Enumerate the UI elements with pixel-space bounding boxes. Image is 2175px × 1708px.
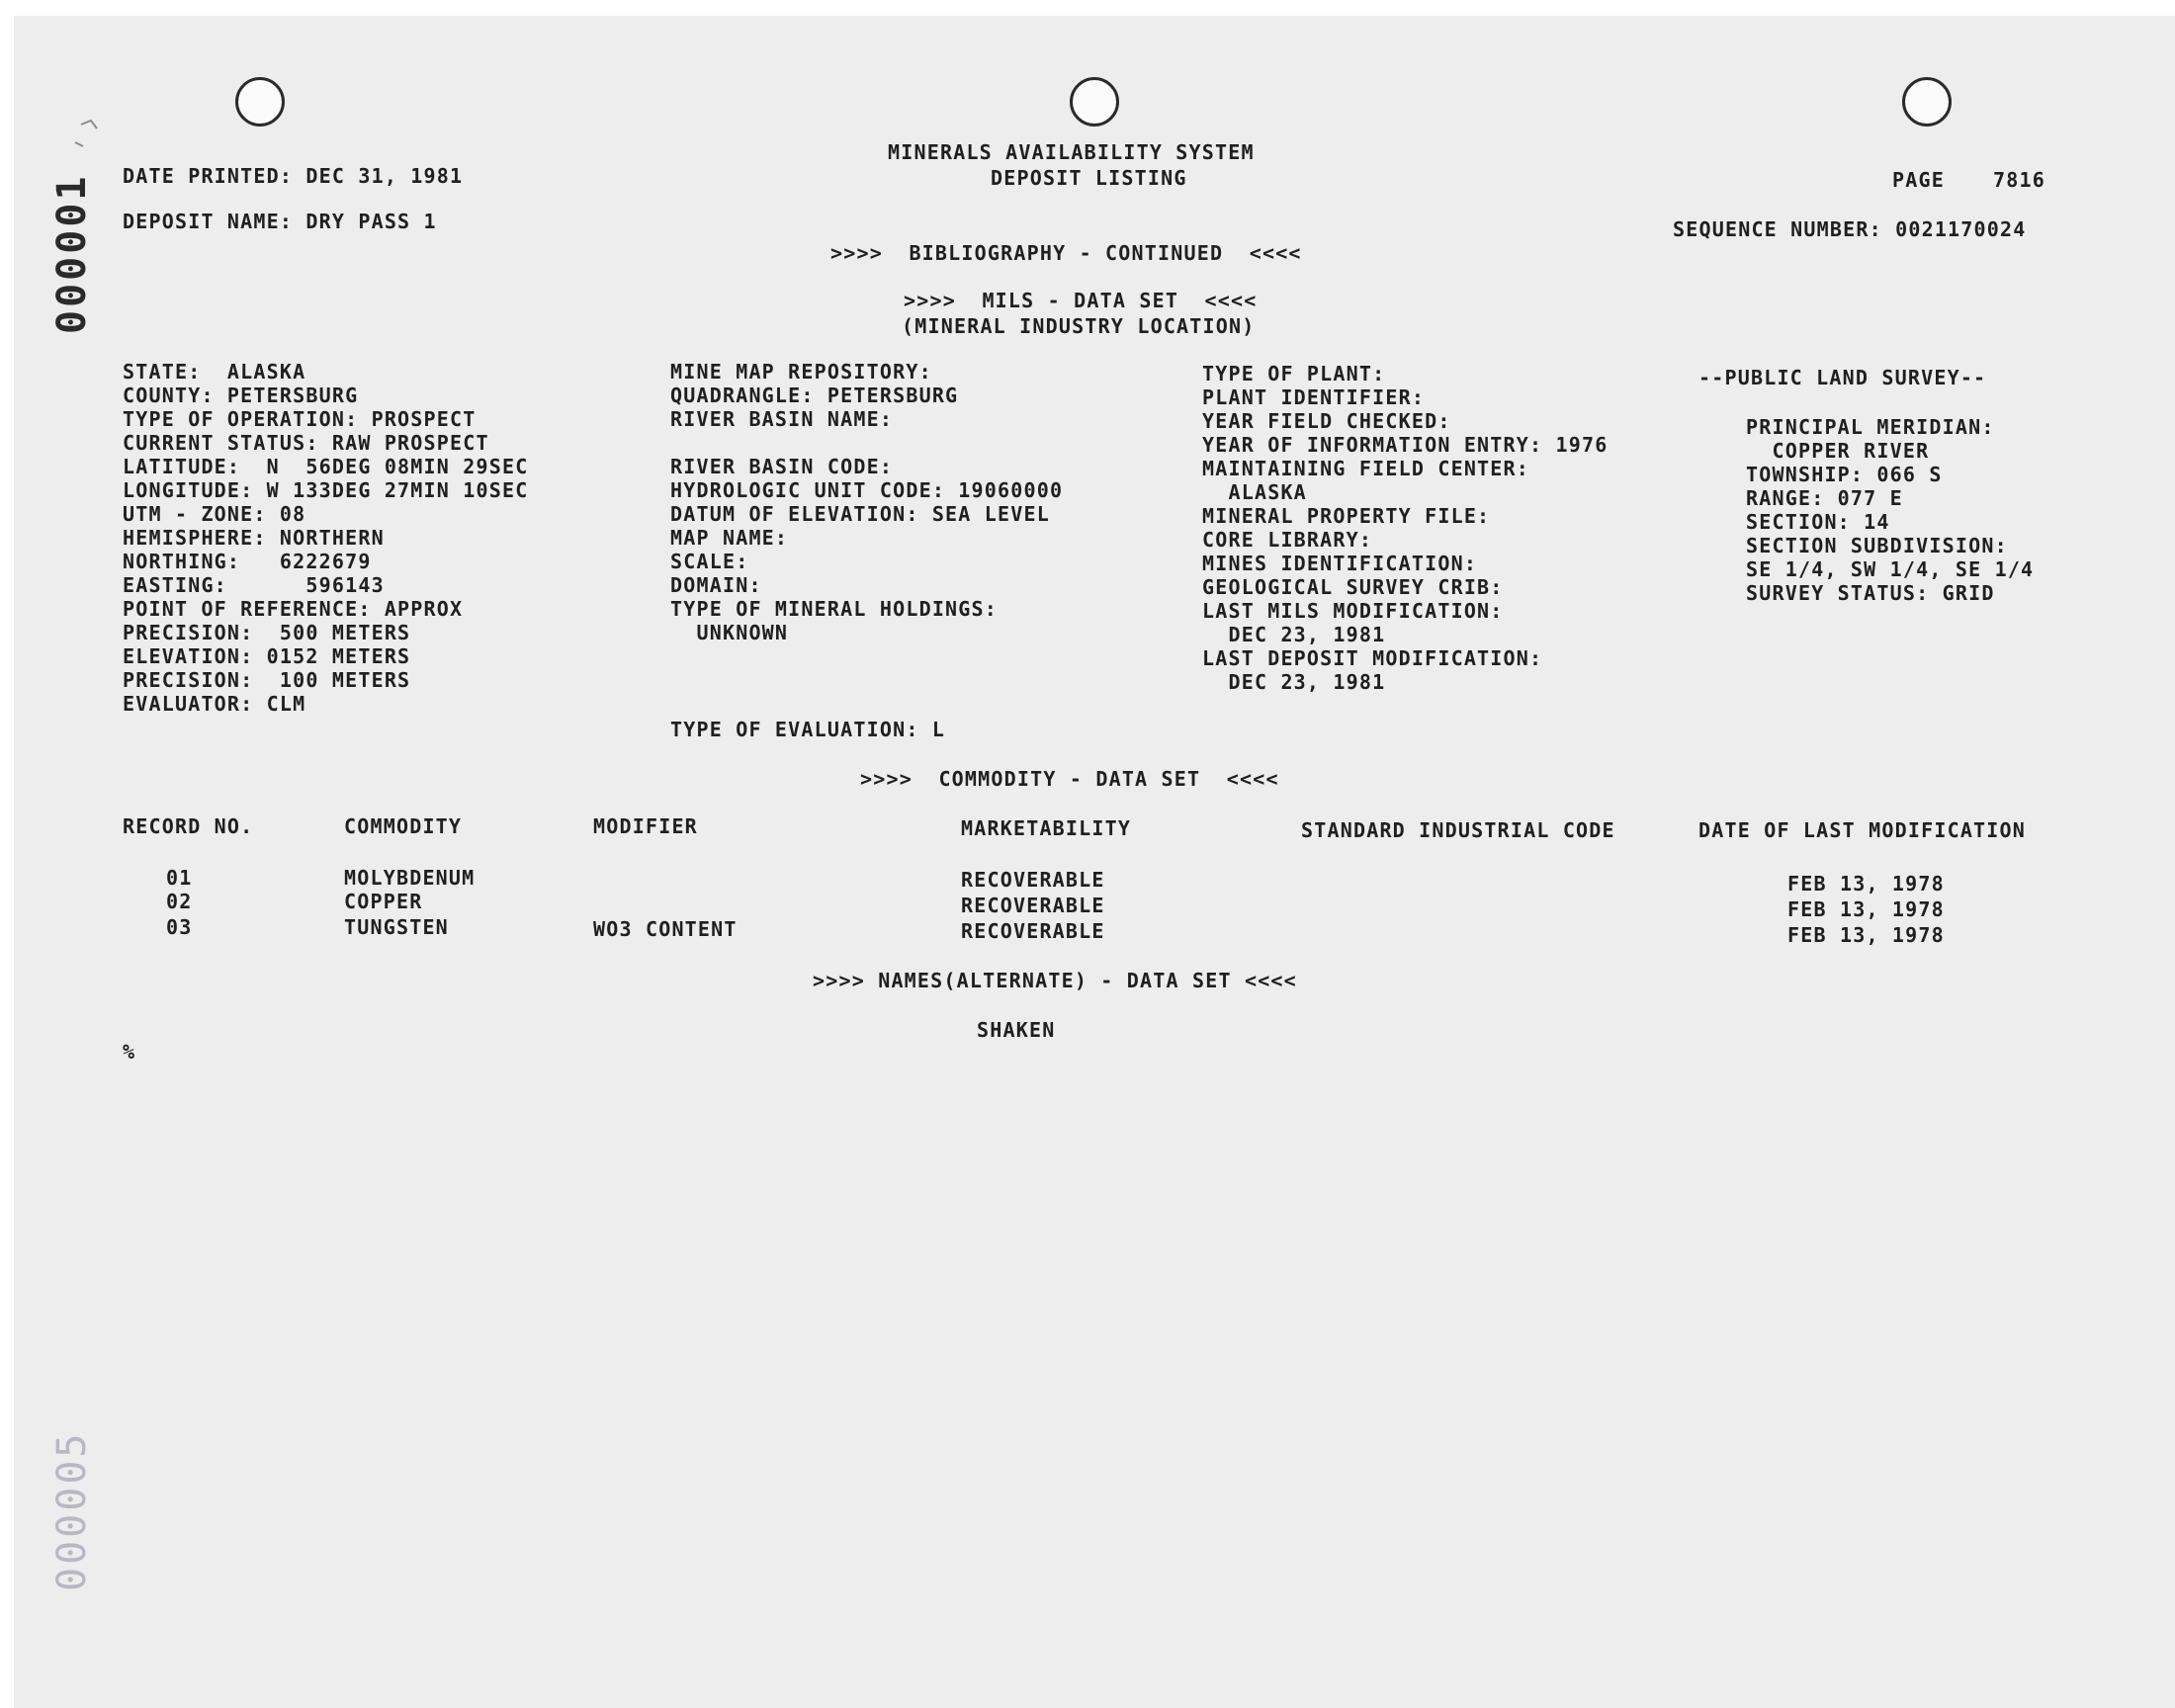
row-01-marketability: RECOVERABLE bbox=[961, 868, 1105, 892]
header-record-no: RECORD NO. bbox=[123, 814, 254, 838]
binder-hole-left bbox=[235, 77, 285, 127]
row-02-commodity: COPPER bbox=[344, 890, 423, 913]
page-label: PAGE bbox=[1892, 168, 1945, 192]
printout-sheet bbox=[14, 16, 2175, 1708]
year-of-information-entry: YEAR OF INFORMATION ENTRY: 1976 bbox=[1202, 433, 1609, 457]
binder-hole-center bbox=[1070, 77, 1119, 127]
sequence-number: SEQUENCE NUMBER: 0021170024 bbox=[1673, 217, 2027, 241]
listing-title: DEPOSIT LISTING bbox=[991, 166, 1187, 190]
mils-column-location bbox=[123, 360, 528, 716]
state: STATE: ALASKA bbox=[123, 360, 306, 384]
latitude: LATITUDE: N 56DEG 08MIN 29SEC bbox=[123, 455, 529, 478]
evaluator: EVALUATOR: CLM bbox=[123, 692, 306, 716]
header-commodity: COMMODITY bbox=[344, 814, 463, 838]
row-03-marketability: RECOVERABLE bbox=[961, 919, 1105, 943]
commodity-banner: >>>> COMMODITY - DATA SET <<<< bbox=[860, 767, 1279, 791]
header-date-of-last-modification: DATE OF LAST MODIFICATION bbox=[1698, 818, 2027, 842]
range: RANGE: 077 E bbox=[1746, 486, 1903, 510]
row-01-record: 01 bbox=[166, 866, 193, 890]
row-01-commodity: MOLYBDENUM bbox=[344, 866, 476, 890]
row-03-date: FEB 13, 1978 bbox=[1787, 923, 1945, 947]
section-subdivision-value: SE 1/4, SW 1/4, SE 1/4 bbox=[1746, 557, 2035, 581]
header-modifier: MODIFIER bbox=[593, 814, 698, 838]
type-of-mineral-holdings: TYPE OF MINERAL HOLDINGS: bbox=[670, 597, 999, 621]
northing: NORTHING: 6222679 bbox=[123, 550, 372, 573]
current-status: CURRENT STATUS: RAW PROSPECT bbox=[123, 431, 489, 455]
row-02-date: FEB 13, 1978 bbox=[1787, 897, 1945, 921]
township: TOWNSHIP: 066 S bbox=[1746, 463, 1943, 486]
utm-zone: UTM - ZONE: 08 bbox=[123, 502, 306, 526]
last-deposit-modification-date: DEC 23, 1981 bbox=[1202, 670, 1386, 694]
mils-column-records bbox=[1202, 362, 1608, 694]
point-of-reference: POINT OF REFERENCE: APPROX bbox=[123, 597, 464, 621]
system-title: MINERALS AVAILABILITY SYSTEM bbox=[888, 140, 1255, 164]
mils-banner: >>>> MILS - DATA SET <<<< bbox=[904, 289, 1258, 312]
mils-column-maps bbox=[670, 360, 1063, 644]
map-name: MAP NAME: bbox=[670, 526, 789, 550]
deposit-name: DEPOSIT NAME: DRY PASS 1 bbox=[123, 210, 437, 233]
county: COUNTY: PETERSBURG bbox=[123, 384, 359, 407]
header-marketability: MARKETABILITY bbox=[961, 816, 1132, 840]
land-survey-title: --PUBLIC LAND SURVEY-- bbox=[1698, 366, 1987, 389]
datum-of-elevation: DATUM OF ELEVATION: SEA LEVEL bbox=[670, 502, 1050, 526]
row-03-modifier: WO3 CONTENT bbox=[593, 917, 738, 941]
names-banner: >>>> NAMES(ALTERNATE) - DATA SET <<<< bbox=[813, 969, 1297, 992]
plant-identifier: PLANT IDENTIFIER: bbox=[1202, 385, 1426, 409]
elevation: ELEVATION: 0152 METERS bbox=[123, 644, 411, 668]
hydrologic-unit-code: HYDROLOGIC UNIT CODE: 19060000 bbox=[670, 478, 1064, 502]
core-library: CORE LIBRARY: bbox=[1202, 528, 1373, 552]
spacer-line bbox=[670, 431, 1063, 455]
quadrangle: QUADRANGLE: PETERSBURG bbox=[670, 384, 959, 407]
mine-map-repository: MINE MAP REPOSITORY: bbox=[670, 360, 932, 384]
type-of-plant: TYPE OF PLANT: bbox=[1202, 362, 1386, 385]
bibliography-banner: >>>> BIBLIOGRAPHY - CONTINUED <<<< bbox=[830, 241, 1302, 265]
row-03-commodity: TUNGSTEN bbox=[344, 915, 449, 939]
precision-location: PRECISION: 500 METERS bbox=[123, 621, 411, 644]
field-center-value: ALASKA bbox=[1202, 480, 1307, 504]
section-subdivision: SECTION SUBDIVISION: bbox=[1746, 534, 2008, 557]
scale: SCALE: bbox=[670, 550, 749, 573]
last-mils-modification-date: DEC 23, 1981 bbox=[1202, 623, 1386, 646]
header-standard-industrial-code: STANDARD INDUSTRIAL CODE bbox=[1301, 818, 1615, 842]
last-deposit-modification: LAST DEPOSIT MODIFICATION: bbox=[1202, 646, 1543, 670]
mineral-property-file: MINERAL PROPERTY FILE: bbox=[1202, 504, 1491, 528]
binder-hole-right bbox=[1902, 77, 1952, 127]
river-basin-code: RIVER BASIN CODE: bbox=[670, 455, 894, 478]
longitude: LONGITUDE: W 133DEG 27MIN 10SEC bbox=[123, 478, 529, 502]
year-field-checked: YEAR FIELD CHECKED: bbox=[1202, 409, 1451, 433]
row-01-date: FEB 13, 1978 bbox=[1787, 872, 1945, 896]
geological-survey-crib: GEOLOGICAL SURVEY CRIB: bbox=[1202, 575, 1504, 599]
easting: EASTING: 596143 bbox=[123, 573, 385, 597]
maintaining-field-center: MAINTAINING FIELD CENTER: bbox=[1202, 457, 1530, 480]
type-of-operation: TYPE OF OPERATION: PROSPECT bbox=[123, 407, 477, 431]
pencil-mark bbox=[53, 85, 132, 164]
margin-stamp-top: 000001 bbox=[49, 173, 95, 334]
date-printed: DATE PRINTED: DEC 31, 1981 bbox=[123, 164, 464, 188]
row-03-record: 03 bbox=[166, 915, 193, 939]
row-02-record: 02 bbox=[166, 890, 193, 913]
survey-status: SURVEY STATUS: GRID bbox=[1746, 581, 1995, 605]
alternate-name: SHAKEN bbox=[977, 1018, 1056, 1042]
mines-identification: MINES IDENTIFICATION: bbox=[1202, 552, 1478, 575]
end-marker: % bbox=[123, 1040, 136, 1064]
principal-meridian-value: COPPER RIVER bbox=[1746, 439, 1930, 463]
margin-stamp-bottom: 000005 bbox=[49, 1430, 95, 1591]
mineral-holdings-value: UNKNOWN bbox=[670, 621, 789, 644]
domain: DOMAIN: bbox=[670, 573, 762, 597]
land-survey-column bbox=[1746, 415, 2034, 605]
river-basin-name: RIVER BASIN NAME: bbox=[670, 407, 894, 431]
precision-elevation: PRECISION: 100 METERS bbox=[123, 668, 411, 692]
mils-subtitle: (MINERAL INDUSTRY LOCATION) bbox=[902, 314, 1256, 338]
hemisphere: HEMISPHERE: NORTHERN bbox=[123, 526, 385, 550]
type-of-evaluation: TYPE OF EVALUATION: L bbox=[670, 718, 946, 741]
row-02-marketability: RECOVERABLE bbox=[961, 894, 1105, 917]
page-number: 7816 bbox=[1993, 168, 2045, 192]
principal-meridian: PRINCIPAL MERIDIAN: bbox=[1746, 415, 1995, 439]
section: SECTION: 14 bbox=[1746, 510, 1890, 534]
last-mils-modification: LAST MILS MODIFICATION: bbox=[1202, 599, 1504, 623]
